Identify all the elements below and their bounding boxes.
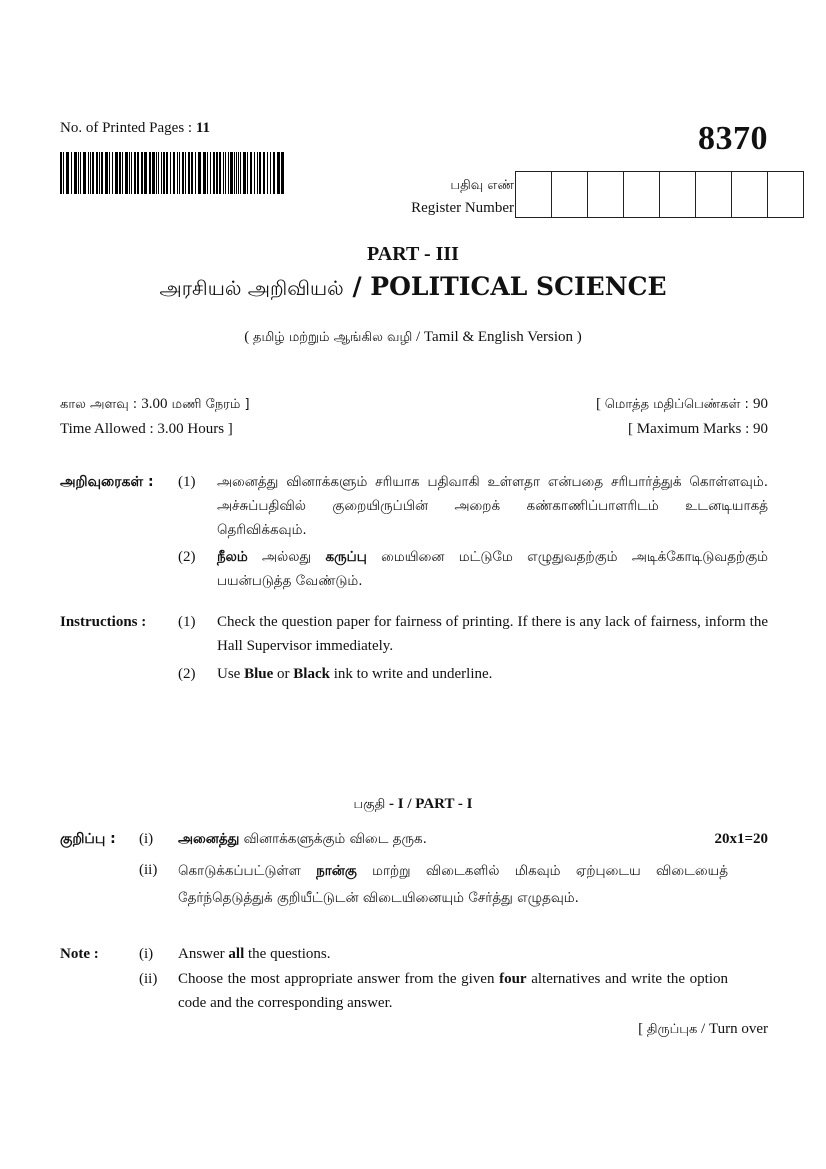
instr-en-2-bold2: Black	[293, 666, 330, 682]
marks-ta-value: 90	[753, 396, 768, 412]
time-ta-unit: மணி நேரம் ]	[167, 397, 250, 412]
instructions-ta-label: அறிவுரைகள் :	[60, 474, 154, 490]
turn-over	[638, 1021, 768, 1038]
part-title: PART - III	[367, 243, 459, 265]
register-digit-box[interactable]	[768, 172, 803, 217]
instr-ta-2-text	[217, 545, 768, 593]
printed-pages	[60, 120, 210, 137]
version-line	[0, 329, 826, 346]
part1-heading	[0, 796, 826, 813]
instr-ta-2-rest: மையினை மட்டுமே எழுதுவதற்கும் அடிக்கோடிடுவதற்கும் பயன்படுத்த வேண்டும்.	[217, 549, 768, 589]
printed-pages-label: No. of Printed Pages :	[60, 120, 196, 136]
instr-ta-1-text: அனைத்து வினாக்களும் சரியாக பதிவாகி உள்ளதா என்பதை சரிபார்த்துக் கொள்ளவும். அச்சுப்பதிவில் குறையிருப்பின் அறைக் கண்காணிப்பாளரிடம் உடனடியாகத் தெரிவிக்கவும்.	[217, 474, 768, 538]
time-ta-value: 3.00	[141, 396, 168, 412]
register-digit-box[interactable]	[552, 172, 588, 217]
turn-en: / Turn over	[697, 1021, 768, 1037]
printed-pages-value: 11	[195, 120, 211, 136]
note-ta-2-rest: மாற்று விடைகளில் மிகவும் ஏற்புடைய விடையைத் தேர்ந்தெடுத்துக் குறியீட்டுடன் விடையினையும் சேர்த்து எழுதவும்.	[178, 863, 729, 906]
time-allowed-ta	[60, 396, 250, 413]
register-label-ta: பதிவு எண்	[450, 178, 514, 193]
instr-ta-1-num: (1)	[178, 474, 196, 490]
note-en-1-bold: all	[228, 946, 245, 962]
instructions-en-label: Instructions :	[60, 614, 147, 630]
note-ta-2-num: (ii)	[139, 862, 158, 878]
note-ta-1-rest: வினாக்களுக்கும் விடை தருக.	[239, 831, 427, 847]
instr-ta-2-mid: அல்லது	[247, 549, 326, 565]
version-en: / Tamil & English Version )	[412, 329, 582, 345]
note-ta-1-text	[178, 827, 678, 851]
instr-en-2-bold1: Blue	[244, 666, 274, 682]
instr-ta-2-bold2: கருப்பு	[325, 549, 367, 565]
note-ta-2-text	[178, 858, 728, 912]
register-digit-box[interactable]	[516, 172, 552, 217]
note-en-1-rest: the questions.	[244, 946, 331, 962]
instr-en-1-text: Check the question paper for fairness of printing. If there is any lack of fairness, inform the Hall Supervisor immediately.	[217, 614, 768, 654]
register-number-boxes[interactable]	[515, 171, 804, 218]
instr-en-2-text	[217, 662, 768, 686]
part1-score: 20x1=20	[714, 831, 768, 847]
part1-heading-ta: பகுதி	[353, 797, 386, 812]
part1-heading-en: - I / PART - I	[385, 796, 473, 812]
note-en-label: Note :	[60, 946, 99, 962]
register-digit-box[interactable]	[696, 172, 732, 217]
max-marks-ta	[596, 396, 768, 413]
version-open: (	[244, 329, 253, 345]
max-marks-en: [ Maximum Marks : 90	[628, 421, 768, 437]
marks-ta-open: [	[596, 396, 605, 412]
subject-title	[0, 272, 826, 303]
note-en-1-num: (i)	[139, 946, 154, 962]
note-ta-1-bold: அனைத்து	[178, 831, 240, 847]
note-en-1-text	[178, 942, 728, 966]
instr-en-2-mid: or	[273, 666, 294, 682]
version-ta: தமிழ் மற்றும் ஆங்கில வழி	[252, 330, 413, 345]
instr-ta-2-bold1: நீலம்	[217, 549, 248, 565]
subject-title-ta: அரசியல் அறிவியல்	[159, 276, 344, 300]
note-ta-1-num: (i)	[139, 831, 154, 847]
register-label-en: Register Number	[411, 200, 514, 216]
paper-code: 8370	[698, 120, 768, 157]
time-ta-label: கால அளவு :	[60, 397, 142, 412]
turn-ta: திருப்புக	[646, 1022, 698, 1037]
instr-en-1-num: (1)	[178, 614, 196, 630]
note-ta-2-bold: நான்கு	[316, 863, 357, 879]
instr-en-2-num: (2)	[178, 666, 196, 682]
note-en-2-text	[178, 967, 728, 1015]
note-en-2-rest: alternatives and write the option code and the corresponding answer.	[178, 971, 728, 1011]
turn-open: [	[638, 1021, 647, 1037]
note-ta-label: குறிப்பு :	[60, 831, 116, 847]
register-digit-box[interactable]	[588, 172, 624, 217]
subject-title-en: POLITICAL SCIENCE	[370, 272, 667, 301]
note-en-2-num: (ii)	[139, 971, 158, 987]
register-label	[380, 175, 514, 219]
note-en-2-pre: Choose the most appropriate answer from the given	[178, 971, 500, 987]
barcode-image	[60, 152, 288, 194]
subject-sep: /	[343, 272, 371, 301]
time-allowed-en: Time Allowed : 3.00 Hours ]	[60, 421, 233, 437]
instr-ta-2-num: (2)	[178, 549, 196, 565]
note-en-2-bold: four	[499, 971, 527, 987]
instr-en-2-pre: Use	[217, 666, 245, 682]
instr-en-2-rest: ink to write and underline.	[329, 666, 493, 682]
marks-ta-label: மொத்த மதிப்பெண்கள் :	[604, 397, 753, 412]
register-digit-box[interactable]	[624, 172, 660, 217]
note-ta-2-pre: கொடுக்கப்பட்டுள்ள	[178, 863, 317, 879]
register-digit-box[interactable]	[660, 172, 696, 217]
register-digit-box[interactable]	[732, 172, 768, 217]
note-en-1-pre: Answer	[178, 946, 229, 962]
